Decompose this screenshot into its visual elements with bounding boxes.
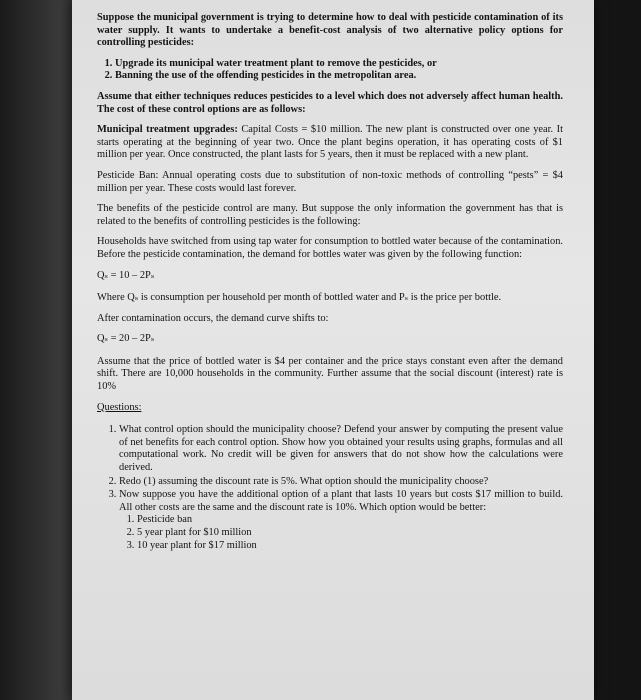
assumption-paragraph: Assume that either techniques reduces pesticides to a level which does not adversely affect human health. The cost of these control options are as follows: [97, 90, 563, 115]
treatment-label: Municipal treatment upgrades: [97, 124, 238, 136]
question-item: 1. What control option should the municipality choose? Defend your answer by computing the present value of net benefits for each control option. Show how you obtained your results using graphs, formulas and all computational work. No credit will be given for answers that do not show how the calculations were derived. [119, 424, 563, 474]
document-page [97, 12, 563, 553]
assumption-paragraph-2: Assume that the price of bottled water is $4 per container and the price stays constant even after the demand shift. There are 10,000 households in the community. Further assume that the social discount (interest) rate is 10% [97, 355, 563, 393]
demand-formula-before: Qₛ = 10 – 2Pₛ [97, 269, 155, 281]
sub-option: 2. 5 year plant for $10 million [137, 527, 563, 540]
demand-formula-after: Qₛ = 20 – 2Pₛ [97, 333, 155, 345]
question-item: 2. Redo (1) assuming the discount rate is 5%. What option should the municipality choose? [119, 476, 563, 489]
question-item [119, 489, 563, 552]
questions-heading: Questions: [97, 401, 142, 413]
sub-option: 3. 10 year plant for $17 million [137, 540, 563, 553]
benefits-paragraph: The benefits of the pesticide control are many. But suppose the only information the government has that is related to the benefits of controlling pesticides is the following: [97, 203, 563, 227]
question-text: Now suppose you have the additional option of a plant that lasts 10 years but costs $17 million to build. All other costs are the same and the discount rate is 10%. Which option would be better: [119, 489, 563, 513]
where-paragraph: Where Qₛ is consumption per household per month of bottled water and Pₛ is the price per bottle. [97, 292, 502, 304]
questions-list [97, 424, 563, 552]
sub-option: 1. Pesticide ban [137, 514, 563, 527]
households-paragraph: Households have switched from using tap water for consumption to bottled water because of the contamination. Before the pesticide contamination, the demand for bottles water was given by the following function: [97, 236, 563, 260]
treatment-text: Capital Costs = $10 million. The new plant is constructed over one year. It starts operating at the beginning of year two. Once the plant begins operation, it has operating costs of $1 million per year. Once constructed, the plant lasts for 5 years, then it must be replaced with a new plant. [97, 124, 563, 161]
policy-options-list [97, 58, 563, 83]
sub-options-list [119, 514, 563, 552]
treatment-paragraph [97, 124, 563, 162]
intro-paragraph: Suppose the municipal government is trying to determine how to deal with pesticide contamination of its water supply. It wants to undertake a benefit-cost analysis of two alternative policy options for controlling pesticides: [97, 12, 563, 49]
policy-option: 2. Banning the use of the offending pesticides in the metropolitan area. [115, 70, 563, 83]
after-paragraph: After contamination occurs, the demand curve shifts to: [97, 312, 329, 324]
ban-paragraph: Pesticide Ban: Annual operating costs due to substitution of non-toxic methods of controlling “pests” = $4 million per year. These costs would last forever. [97, 169, 563, 194]
policy-option: 1. Upgrade its municipal water treatment plant to remove the pesticides, or [115, 58, 563, 71]
